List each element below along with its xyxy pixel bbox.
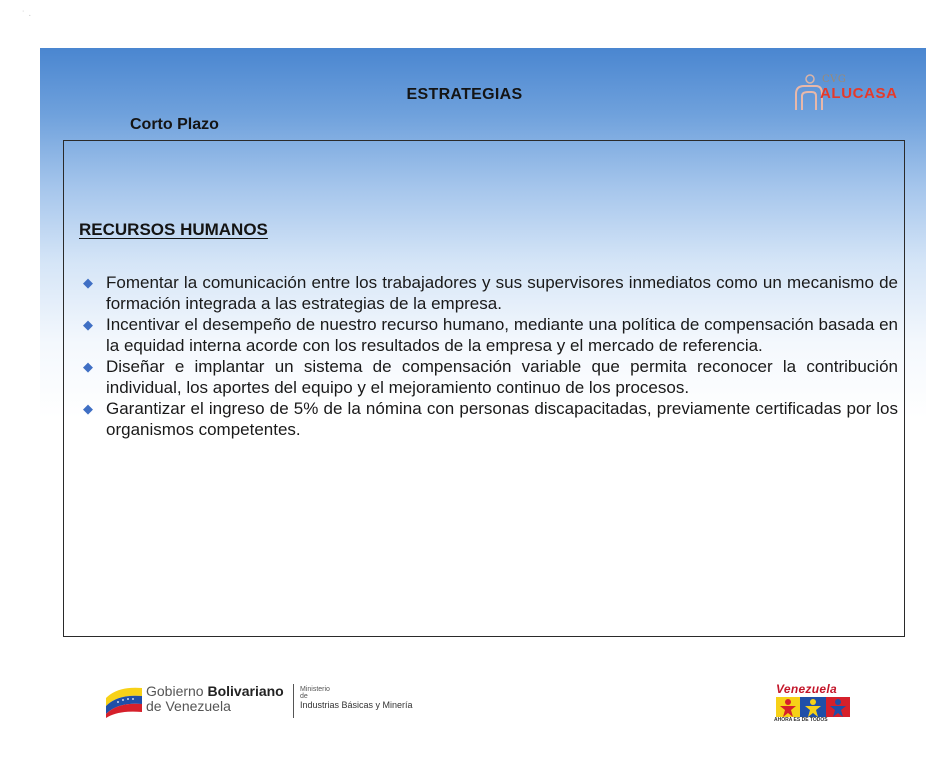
list-item-text: Fomentar la comunicación entre los trabajadores y sus supervisores inmediatos como un mecanismo de formación integrada a las estrategias de la empresa. [106,273,898,313]
section-heading: RECURSOS HUMANOS [79,220,268,239]
scan-artifact: ˙ · [22,10,32,21]
list-item-text: Diseñar e implantar un sistema de compensación variable que permita reconocer la contribución individual, los aportes del equipo y el mejoramiento continuo de los procesos. [106,357,898,397]
list-item-text: Garantizar el ingreso de 5% de la nómina con personas discapacitadas, previamente certificadas por los organismos competentes. [106,399,898,439]
diamond-bullet-icon: ◆ [83,359,93,374]
list-item [80,272,898,314]
gobierno-prefix: Gobierno [146,683,208,699]
ministerio-name: Industrias Básicas y Minería [300,700,413,710]
ministerio-de: de [300,693,308,700]
cvg-label: CVG [822,74,847,85]
gobierno-bold: Bolivariano [207,683,284,699]
strategy-list [80,272,898,440]
gobierno-bolivariano-logo [104,682,464,722]
gobierno-line2: de Venezuela [146,698,231,714]
list-item [80,356,898,398]
ministerio-label: Ministerio [300,686,330,693]
alucasa-logo [788,70,918,118]
alucasa-label: ALUCASA [820,85,898,102]
gobierno-text [146,684,284,714]
slide-title: ESTRATEGIAS [406,86,523,103]
diamond-bullet-icon: ◆ [83,401,93,416]
slide-subtitle: Corto Plazo [130,116,219,133]
diamond-bullet-icon: ◆ [83,317,93,332]
footer-divider [293,684,294,718]
venezuela-title: Venezuela [776,682,837,696]
list-item-text: Incentivar el desempeño de nuestro recurso humano, mediante una política de compensación basada en la equidad interna acorde con los resultados de la empresa y el mercado de referencia. [106,315,898,355]
venezuela-campaign-logo [772,680,862,730]
venezuela-slogan: AHORA ES DE TODOS [774,717,828,723]
ministerio-text [300,686,413,711]
people-figures-icon [776,697,850,717]
list-item [80,398,898,440]
diamond-bullet-icon: ◆ [83,275,93,290]
venezuela-flag-icon [104,682,144,718]
list-item [80,314,898,356]
